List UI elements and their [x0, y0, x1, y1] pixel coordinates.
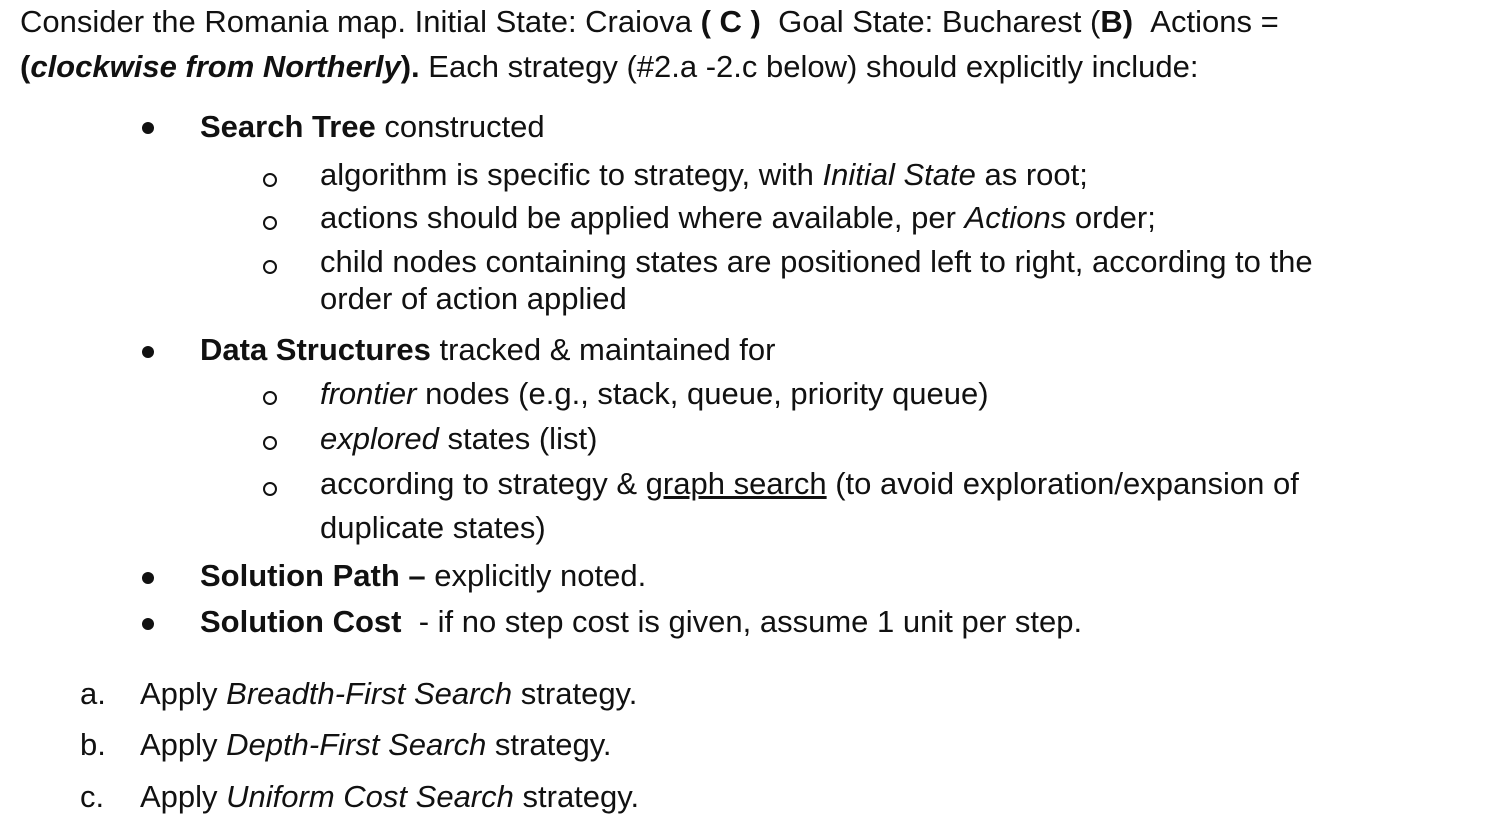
part-text: Apply	[140, 727, 227, 762]
initial-state-abbrev: ( C )	[700, 4, 761, 39]
sub-item-children-1: child nodes containing states are positioned left to right, according to the	[320, 244, 1313, 279]
filled-circle-bullet-icon	[142, 122, 154, 134]
part-text: Apply	[140, 779, 227, 814]
bullet-search-tree	[200, 109, 545, 145]
part-marker: a.	[80, 676, 106, 711]
paren-close: ).	[400, 49, 420, 84]
sub-text: states (list)	[438, 421, 598, 456]
filled-circle-bullet-icon	[142, 618, 154, 630]
part-marker: c.	[80, 779, 105, 814]
sub-item-explored	[320, 421, 597, 457]
filled-circle-bullet-icon	[142, 346, 154, 358]
part-b	[140, 727, 612, 763]
sub-item-graph-search-2: duplicate states)	[320, 510, 546, 545]
part-text: strategy.	[512, 676, 638, 711]
bullet-title: Solution Path –	[200, 558, 426, 593]
hollow-circle-bullet-icon	[263, 391, 277, 405]
hollow-circle-bullet-icon	[263, 260, 277, 274]
strategy-name: Breadth-First Search	[226, 676, 513, 711]
hollow-circle-bullet-icon	[263, 482, 277, 496]
sub-item-children-2: order of action applied	[320, 281, 627, 316]
part-text: strategy.	[486, 727, 612, 762]
sub-text: actions should be applied where available, per	[320, 200, 965, 235]
graph-search-term: graph search	[645, 466, 827, 501]
paren-open: (	[20, 49, 31, 84]
bullet-title: Data Structures	[200, 332, 431, 367]
goal-state-abbrev: B)	[1100, 4, 1134, 39]
sub-emphasis: Actions	[964, 200, 1067, 235]
sub-item-graph-search-1	[320, 466, 1299, 502]
bullet-text: explicitly noted.	[425, 558, 647, 593]
sub-text: order;	[1066, 200, 1156, 235]
sub-text: (to avoid exploration/expansion of	[826, 466, 1299, 501]
actions-order: clockwise from Northerly	[30, 49, 401, 84]
bullet-solution-cost	[200, 604, 1082, 640]
bullet-text: tracked & maintained for	[430, 332, 776, 367]
hollow-circle-bullet-icon	[263, 216, 277, 230]
sub-text: algorithm is specific to strategy, with	[320, 157, 823, 192]
bullet-text: constructed	[375, 109, 545, 144]
actions-label: Actions =	[1150, 4, 1279, 39]
strategy-name: Depth-First Search	[226, 727, 487, 762]
strategy-name: Uniform Cost Search	[226, 779, 514, 814]
sub-text: as root;	[975, 157, 1088, 192]
part-a	[140, 676, 637, 712]
goal-text: Goal State: Bucharest (	[778, 4, 1101, 39]
bullet-text: - if no step cost is given, assume 1 unit per step.	[401, 604, 1083, 639]
intro-text: Consider the Romania map. Initial State: Craiova	[20, 4, 692, 39]
part-marker: b.	[80, 727, 106, 762]
bullet-data-structures	[200, 332, 775, 368]
sub-emphasis: explored	[320, 421, 439, 456]
bullet-title: Search Tree	[200, 109, 376, 144]
intro-line-1	[20, 4, 1279, 40]
hollow-circle-bullet-icon	[263, 173, 277, 187]
part-c	[140, 779, 639, 815]
bullet-solution-path	[200, 558, 646, 594]
filled-circle-bullet-icon	[142, 572, 154, 584]
part-text: Apply	[140, 676, 227, 711]
sub-emphasis: frontier	[320, 376, 417, 411]
sub-item-actions	[320, 200, 1156, 236]
bullet-title: Solution Cost	[200, 604, 402, 639]
hollow-circle-bullet-icon	[263, 436, 277, 450]
part-text: strategy.	[513, 779, 640, 814]
sub-emphasis: Initial State	[822, 157, 976, 192]
sub-item-frontier	[320, 376, 989, 412]
sub-item-root	[320, 157, 1088, 193]
strategy-instruction: Each strategy (#2.a -2.c below) should explicitly include:	[428, 49, 1199, 84]
intro-line-2	[20, 49, 1199, 85]
sub-text: nodes (e.g., stack, queue, priority queue)	[416, 376, 989, 411]
sub-text: according to strategy &	[320, 466, 646, 501]
